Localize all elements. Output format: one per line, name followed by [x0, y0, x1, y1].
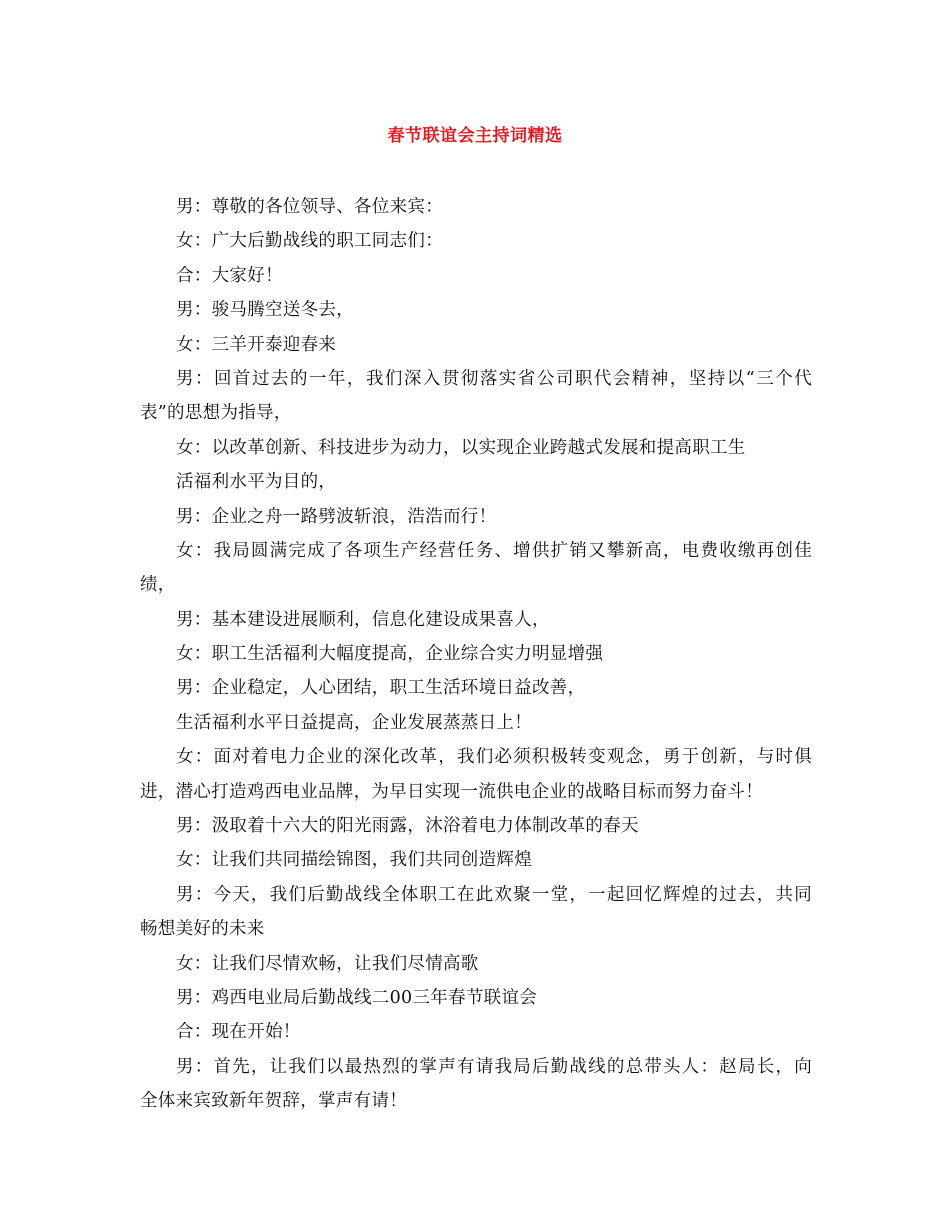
script-line: 女：以改革创新、科技进步为动力，以实现企业跨越式发展和提高职工生 [176, 437, 746, 458]
script-line-continuation: 绩， [140, 575, 176, 596]
script-line: 女：我局圆满完成了各项生产经营任务、增供扩销又攀新高，电费收缴再创佳 [176, 540, 812, 561]
script-line: 男：首先，让我们以最热烈的掌声有请我局后勤战线的总带头人：赵局长，向 [176, 1056, 812, 1077]
script-line: 男：企业稳定，人心团结，职工生活环境日益改善， [176, 678, 586, 699]
script-line: 女：广大后勤战线的职工同志们： [176, 231, 443, 252]
script-line-continuation: 进，潜心打造鸡西电业品牌，为早日实现一流供电企业的战略目标而努力奋斗！ [140, 781, 763, 802]
script-line-continuation: 表”的思想为指导， [140, 403, 292, 424]
script-line: 女：三羊开泰迎春来 [176, 334, 337, 355]
script-line: 男：今天，我们后勤战线全体职工在此欢聚一堂，一起回忆辉煌的过去，共同 [176, 884, 812, 905]
document-title: 春节联谊会主持词精选 [387, 126, 563, 146]
script-line: 合：现在开始！ [176, 1022, 301, 1043]
script-line: 男：尊敬的各位领导、各位来宾： [176, 197, 443, 217]
script-line: 男：汲取着十六大的阳光雨露，沐浴着电力体制改革的春天 [176, 816, 639, 837]
script-line: 男：企业之舟一路劈波斩浪，浩浩而行！ [176, 506, 497, 527]
script-line: 女：职工生活福利大幅度提高，企业综合实力明显增强 [176, 644, 604, 665]
script-line: 女：面对着电力企业的深化改革，我们必须积极转变观念，勇于创新，与时俱 [176, 747, 812, 768]
script-line-continuation: 全体来宾致新年贺辞，掌声有请！ [140, 1091, 407, 1112]
script-line: 男：骏马腾空送冬去， [176, 300, 354, 321]
script-line: 男：鸡西电业局后勤战线二00三年春节联谊会 [176, 987, 538, 1008]
script-line-continuation: 活福利水平为目的， [176, 472, 337, 493]
script-line: 女：让我们共同描绘锦图，我们共同创造辉煌 [176, 850, 532, 871]
script-line: 女：让我们尽情欢畅，让我们尽情高歌 [176, 953, 479, 974]
document-body [140, 190, 812, 1119]
script-line: 男：回首过去的一年，我们深入贯彻落实省公司职代会精神，坚持以“三个代 [176, 368, 812, 389]
script-line-continuation: 畅想美好的未来 [140, 919, 265, 940]
script-line-continuation: 生活福利水平日益提高，企业发展蒸蒸日上！ [176, 712, 532, 733]
script-line: 男：基本建设进展顺利，信息化建设成果喜人， [176, 609, 550, 630]
script-line: 合：大家好！ [176, 265, 283, 286]
